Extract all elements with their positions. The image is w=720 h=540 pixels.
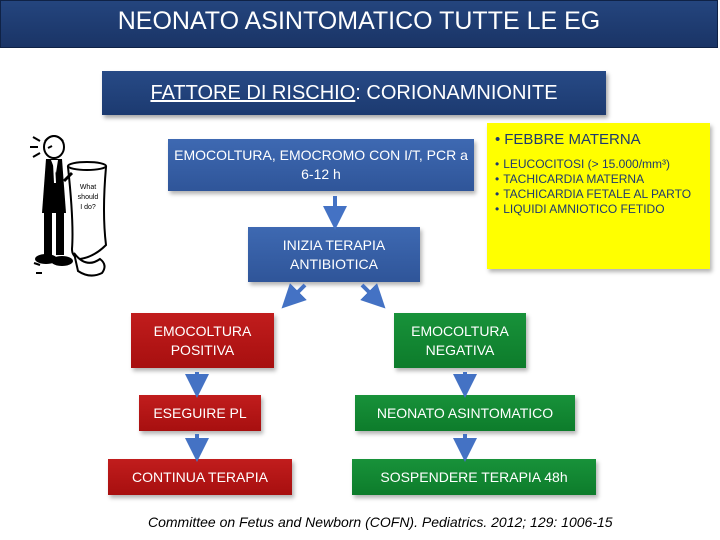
risk-sign-main-text: FEBBRE MATERNA — [504, 131, 641, 148]
risk-sign-main: • FEBBRE MATERNA — [495, 131, 641, 148]
arrow-down-left-icon — [290, 285, 305, 300]
risk-sign-item: • LIQUIDI AMNIOTICO FETIDO — [495, 202, 665, 216]
scroll-text-line-3: I do? — [80, 204, 96, 211]
risk-sign-item: • TACHICARDIA MATERNA — [495, 172, 645, 186]
flow-box-asymptomatic-text: NEONATO ASINTOMATICO — [376, 404, 554, 421]
flow-box-tests-text: EMOCOLTURA, EMOCROMO CON I/T, PCR a 6-12 h — [174, 147, 468, 182]
risk-sign-item: • LEUCOCITOSI (> 15.000/mm³) — [495, 157, 671, 171]
citation: Committee on Fetus and Newborn (COFN). Pediatrics. 2012; 129: 1006-15 — [148, 514, 613, 530]
arrow-down-right-icon — [362, 285, 377, 300]
flow-box-perform-lp-text: ESEGUIRE PL — [153, 404, 247, 421]
flow-box-culture-negative-text: EMOCOLTURA NEGATIVA — [411, 322, 509, 358]
flow-box-start-therapy-text: INIZIA TERAPIA ANTIBIOTICA — [282, 236, 386, 272]
risk-factor-label: FATTORE DI RISCHIO — [150, 82, 356, 104]
risk-factor-value: CORIONAMNIONITE — [366, 82, 558, 104]
flow-box-stop-therapy-text: SOSPENDERE TERAPIA 48h — [380, 468, 568, 485]
scroll-text-line-1: What — [79, 184, 97, 191]
risk-factor-separator: : — [355, 82, 367, 104]
flow-box-culture-positive-text: EMOCOLTURA POSITIVA — [153, 322, 252, 358]
risk-sign-item: • TACHICARDIA FETALE AL PARTO — [495, 187, 692, 201]
scroll-text-line-2: should — [77, 194, 99, 201]
slide-title: NEONATO ASINTOMATICO TUTTE LE EG — [0, 0, 718, 48]
flow-box-continue-therapy-text: CONTINUA TERAPIA — [132, 468, 268, 485]
